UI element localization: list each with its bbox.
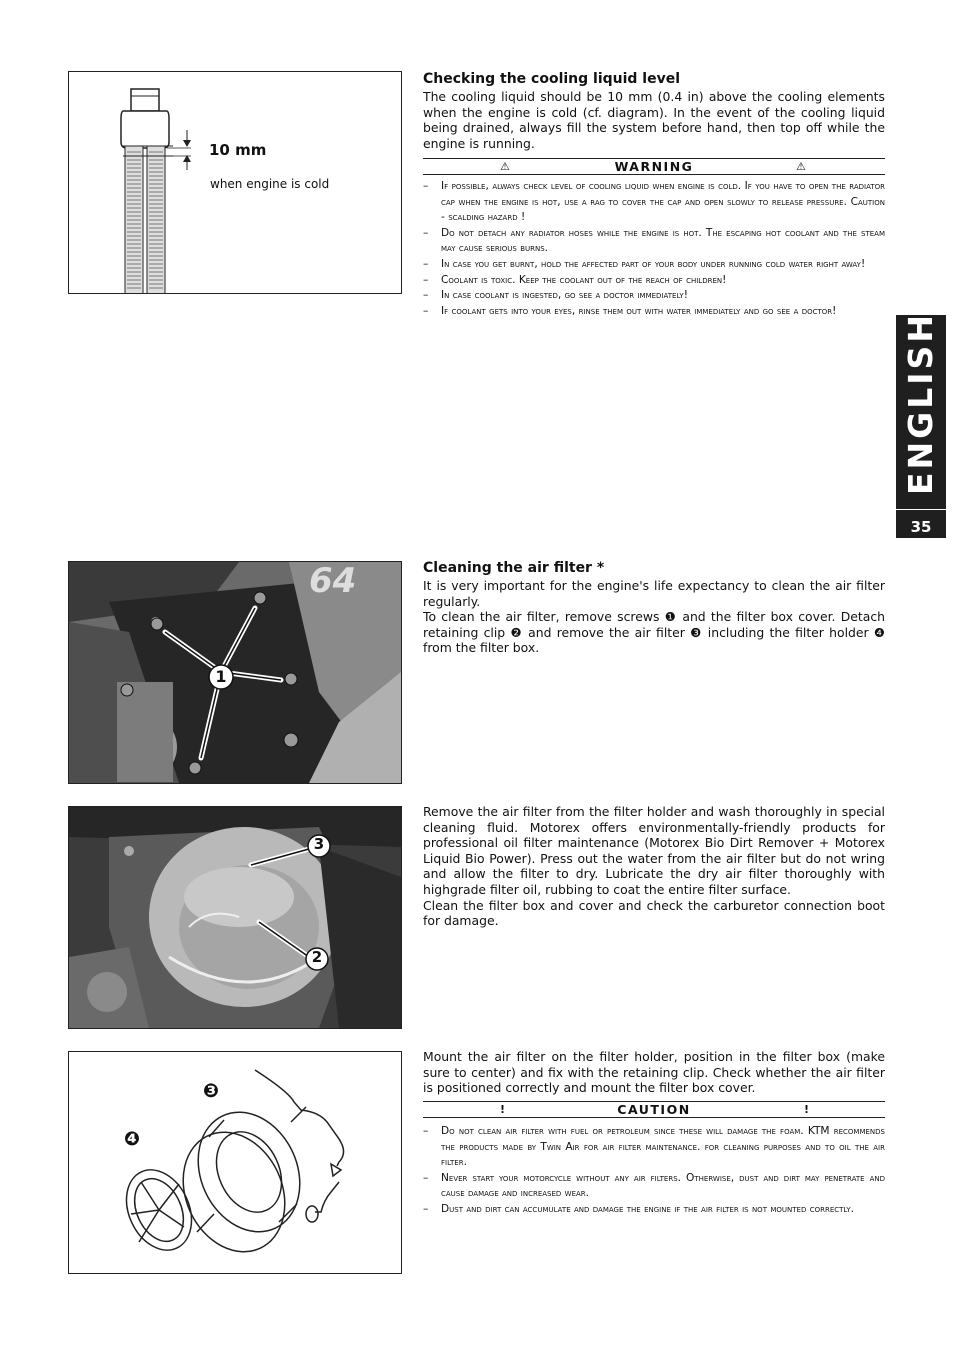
callout-3: 3 — [313, 835, 325, 853]
measure-caption: when engine is cold — [210, 177, 330, 191]
air-filter-para-5: Mount the air filter on the filter holder, position in the filter box (make sure to center) and fix with the retaining clip. Check whether the air filter is positioned correctly and mount the filter box cover. — [423, 1049, 885, 1096]
language-label: ENGLISH — [901, 312, 940, 495]
air-filter-section — [423, 559, 885, 656]
warning-label: WARNING — [614, 159, 694, 174]
air-filter-para-2: To clean the air filter, remove screws ❶ and the filter box cover. Detach retaining clip ❷ and remove the air filter ❸ including the filter holder ❹ from the filter box. — [423, 609, 885, 656]
cooling-title: Checking the cooling liquid level — [423, 71, 681, 87]
list-item: – Coolant is toxic. Keep the coolant out of the reach of children! — [423, 273, 885, 289]
air-filter-wash-section — [423, 804, 885, 929]
tab-divider — [896, 509, 946, 510]
air-filter-title: Cleaning the air filter * — [423, 560, 605, 576]
list-item: – Never start your motorcycle without any air filters. Otherwise, dust and dirt may penetrate and cause damage and increased wear. — [423, 1171, 885, 1202]
part-label-4: ❹ — [124, 1128, 141, 1150]
part-label-3: ❸ — [203, 1080, 220, 1102]
caution-icon: ! — [500, 1103, 506, 1116]
filter-parts-drawing — [68, 1051, 402, 1274]
warning-bar — [423, 158, 885, 175]
callout-2: 2 — [311, 948, 323, 966]
caution-list — [423, 1124, 885, 1218]
language-tab — [896, 312, 946, 538]
list-item: – If possible, always check level of cooling liquid when engine is cold. If you have to open the radiator cap when the engine is hot, use a rag to cover the cap and open slowly to release pressure. Caution - scalding hazard ! — [423, 179, 885, 226]
list-item: – Do not clean air filter with fuel or petroleum since these will damage the foam. KTM recommends the products made by Twin Air for air filter maintenance. for cleaning purposes and to oil the air filter. — [423, 1124, 885, 1171]
list-item: – If coolant gets into your eyes, rinse them out with water immediately and go see a doctor! — [423, 304, 885, 320]
screws-photo — [68, 561, 402, 784]
list-item: – Dust and dirt can accumulate and damage the engine if the air filter is not mounted correctly. — [423, 1202, 885, 1218]
caution-label: CAUTION — [617, 1102, 691, 1117]
air-filter-para-4: Clean the filter box and cover and check the carburetor connection boot for damage. — [423, 897, 885, 929]
air-filter-para-1: It is very important for the engine's life expectancy to clean the air filter regularly. — [423, 578, 885, 609]
measure-label: 10 mm — [209, 141, 267, 159]
cooling-body: The cooling liquid should be 10 mm (0.4 in) above the cooling elements when the engine is cold (cf. diagram). In the event of the cooling liquid being drained, always fill the system before hand, then top off while the engine is running. — [423, 89, 885, 151]
caution-bar — [423, 1101, 885, 1118]
cooling-section — [423, 70, 885, 151]
model-decal: 64 — [309, 562, 357, 601]
list-item: – In case you get burnt, hold the affected part of your body under running cold water right away! — [423, 257, 885, 273]
warning-icon: ⚠ — [500, 160, 510, 173]
callout-1: 1 — [215, 667, 227, 686]
list-item: – Do not detach any radiator hoses while the engine is hot. The escaping hot coolant and the steam may cause serious burns. — [423, 226, 885, 257]
cooling-level-figure — [68, 71, 402, 294]
warning-list — [423, 179, 885, 319]
filter-box-photo — [68, 806, 402, 1029]
screws-photo-art — [69, 562, 401, 783]
list-item: – In case coolant is ingested, go see a doctor immediately! — [423, 288, 885, 304]
page-number: 35 — [910, 518, 932, 536]
air-filter-para-3: Remove the air filter from the filter holder and wash thoroughly in special cleaning fluid. Motorex offers environmentally-friendly products for professional oil filter maintenance (Motorex Bio Dirt Remover + Motorex Liquid Bio Power). Press out the water from the air filter but do not wring and allow the filter to dry. Lubricate the dry air filter thoroughly with highgrade filter oil, rubbing to coat the entire filter surface. — [423, 804, 885, 897]
filter-box-photo-art — [69, 807, 401, 1028]
warning-icon: ⚠ — [796, 160, 806, 173]
caution-icon: ! — [804, 1103, 810, 1116]
filter-parts-art — [69, 1052, 401, 1273]
air-filter-mount-section — [423, 1049, 885, 1096]
